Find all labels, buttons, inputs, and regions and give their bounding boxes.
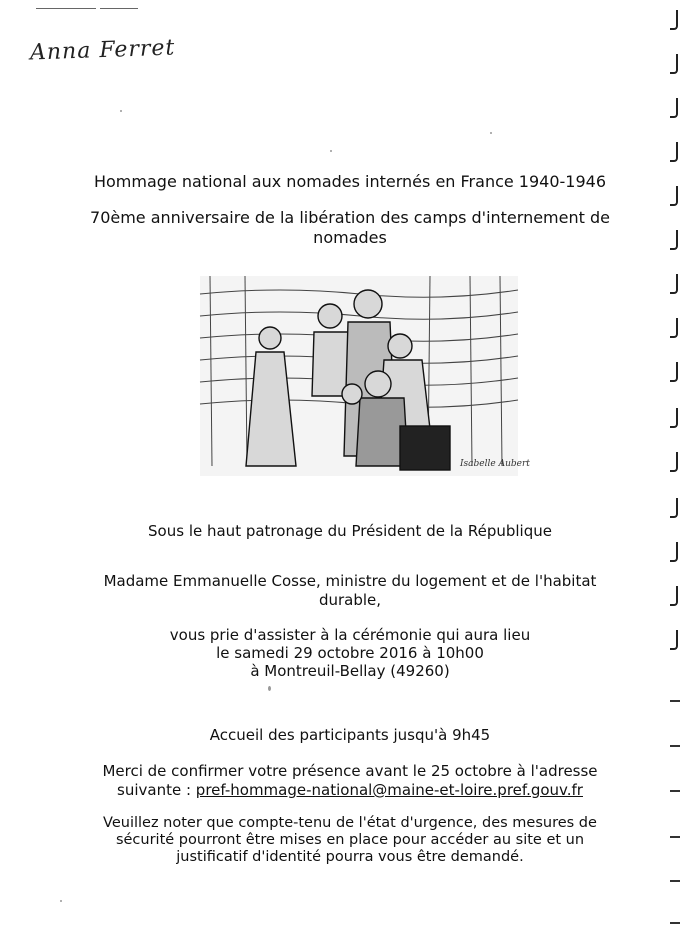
binder-hook-icon [670, 318, 678, 338]
top-rule [100, 8, 138, 9]
invitation-line: vous prie d'assister à la cérémonie qui aura lieu [169, 626, 531, 644]
binder-edge [664, 0, 684, 940]
binder-dash [670, 836, 680, 838]
binder-hook-icon [670, 542, 678, 562]
binder-hook-icon [670, 498, 678, 518]
scan-speckle [268, 686, 271, 691]
binder-hook-icon [670, 452, 678, 472]
binder-hook-icon [670, 586, 678, 606]
binder-dash [670, 745, 680, 747]
binder-hook-icon [670, 10, 678, 30]
binder-dash [670, 790, 680, 792]
binder-dash [670, 880, 680, 882]
invitation-date: le samedi 29 octobre 2016 à 10h00 [216, 644, 484, 662]
confirmation-text: Merci de confirmer votre présence avant le 25 octobre à l'adresse [102, 762, 598, 780]
minister-line: Madame Emmanuelle Cosse, ministre du logement et de l'habitat durable, [103, 572, 597, 609]
handwritten-signature: Anna Ferret [29, 35, 176, 66]
scan-speckle [60, 900, 62, 902]
internment-camp-family-sketch-icon [200, 276, 530, 476]
confirmation-block [90, 762, 610, 800]
confirmation-email-link[interactable]: pref-hommage-national@maine-et-loire.pref.gouv.fr [195, 781, 583, 799]
binder-hook-icon [670, 408, 678, 428]
binder-hook-icon [670, 142, 678, 162]
scan-speckle [490, 132, 492, 134]
binder-dash [670, 922, 680, 924]
security-notice: Veuillez noter que compte-tenu de l'état d'urgence, des mesures de sécurité pourront être mises en place pour accéder au site et un justificatif d'identité pourra vous être demandé. [103, 815, 597, 865]
scan-speckle [330, 150, 332, 152]
binder-hook-icon [670, 230, 678, 250]
binder-hook-icon [670, 98, 678, 118]
binder-hook-icon [670, 54, 678, 74]
confirmation-address-line [90, 781, 610, 800]
top-rule [36, 8, 96, 9]
patronage-line: Sous le haut patronage du Président de la République [148, 522, 552, 540]
confirmation-prefix: suivante : [117, 781, 192, 799]
binder-hook-icon [670, 630, 678, 650]
binder-hook-icon [670, 186, 678, 206]
binder-hook-icon [670, 274, 678, 294]
svg-text:Isabelle Aubert: Isabelle Aubert [460, 459, 530, 469]
binder-dash [670, 700, 680, 702]
invitation-location: à Montreuil-Bellay (49260) [250, 662, 450, 680]
document-subtitle: 70ème anniversaire de la libération des camps d'internement de nomades [90, 208, 610, 247]
invitation-block [90, 626, 610, 680]
binder-hook-icon [670, 362, 678, 382]
reception-time: Accueil des participants jusqu'à 9h45 [209, 726, 491, 744]
scan-speckle [120, 110, 122, 112]
document-title: Hommage national aux nomades internés en France 1940-1946 [93, 172, 607, 191]
